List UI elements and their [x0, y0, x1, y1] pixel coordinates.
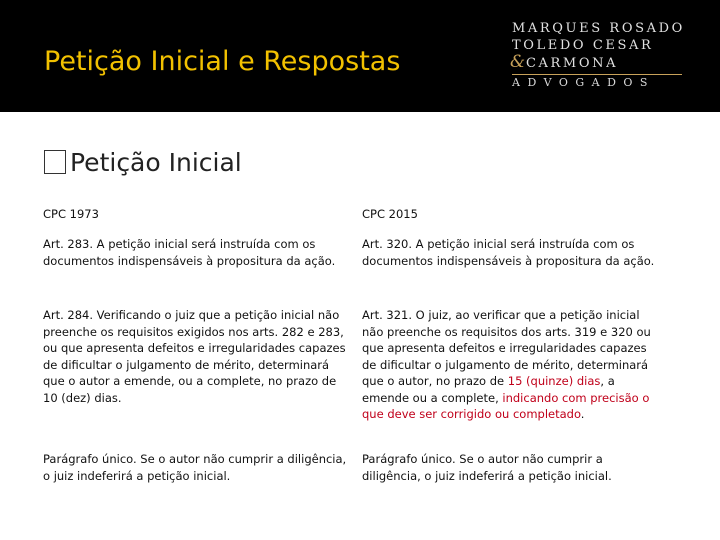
art321-text-b: , a emende ou a complete, — [362, 374, 615, 405]
logo-divider — [512, 74, 682, 75]
art321-text-a: Art. 321. O juiz, ao verificar que a petição inicial não preenche os requisitos dos arts. 319 e 320 ou que apresenta defeitos e irregularidades capazes de dificultar o julgamento de mérito, determinará que o autor, no prazo de — [362, 308, 651, 388]
left-article-284: Art. 284. Verificando o juiz que a petição inicial não preenche os requisitos exigidos nos arts. 282 e 283, ou que apresenta defeitos e irregularidades capazes de dificultar o julgamento de mérito, determinará que o autor a emende, ou a complete, no prazo de 10 (dez) dias. — [43, 308, 346, 405]
art321-text-c: . — [580, 407, 585, 421]
right-article-321 — [362, 307, 662, 423]
bullet-box-icon — [44, 150, 66, 174]
left-article-283: Art. 283. A petição inicial será instruída com os documentos indispensáveis à propositura da ação. — [43, 237, 336, 268]
page-title: Petição Inicial e Respostas — [44, 46, 401, 77]
logo-line-4: ADVOGADOS — [512, 76, 655, 89]
logo-line-3: CARMONA — [526, 56, 619, 71]
header-bar — [0, 0, 720, 112]
art321-prazo-emphasis: 15 (quinze) dias — [507, 374, 601, 388]
section-label: Petição Inicial — [70, 148, 242, 177]
art321-precisao-emphasis: indicando com precisão o que deve ser corrigido ou completado — [362, 390, 650, 421]
left-paragrafo-unico: Parágrafo único. Se o autor não cumprir a diligência, o juiz indeferirá a petição inicial. — [43, 452, 347, 483]
right-heading: CPC 2015 — [362, 207, 418, 221]
left-heading: CPC 1973 — [43, 207, 99, 221]
section-heading — [44, 148, 242, 177]
firm-logo — [488, 0, 720, 112]
right-paragrafo-unico: Parágrafo único. Se o autor não cumprir a diligência, o juiz indeferirá a petição inicial. — [362, 452, 612, 483]
logo-line-1: MARQUES ROSADO — [512, 21, 685, 36]
logo-line-2: TOLEDO CESAR — [512, 38, 654, 53]
logo-ampersand: & — [510, 52, 526, 72]
right-article-320: Art. 320. A petição inicial será instruída com os documentos indispensáveis à propositura da ação. — [362, 237, 655, 268]
